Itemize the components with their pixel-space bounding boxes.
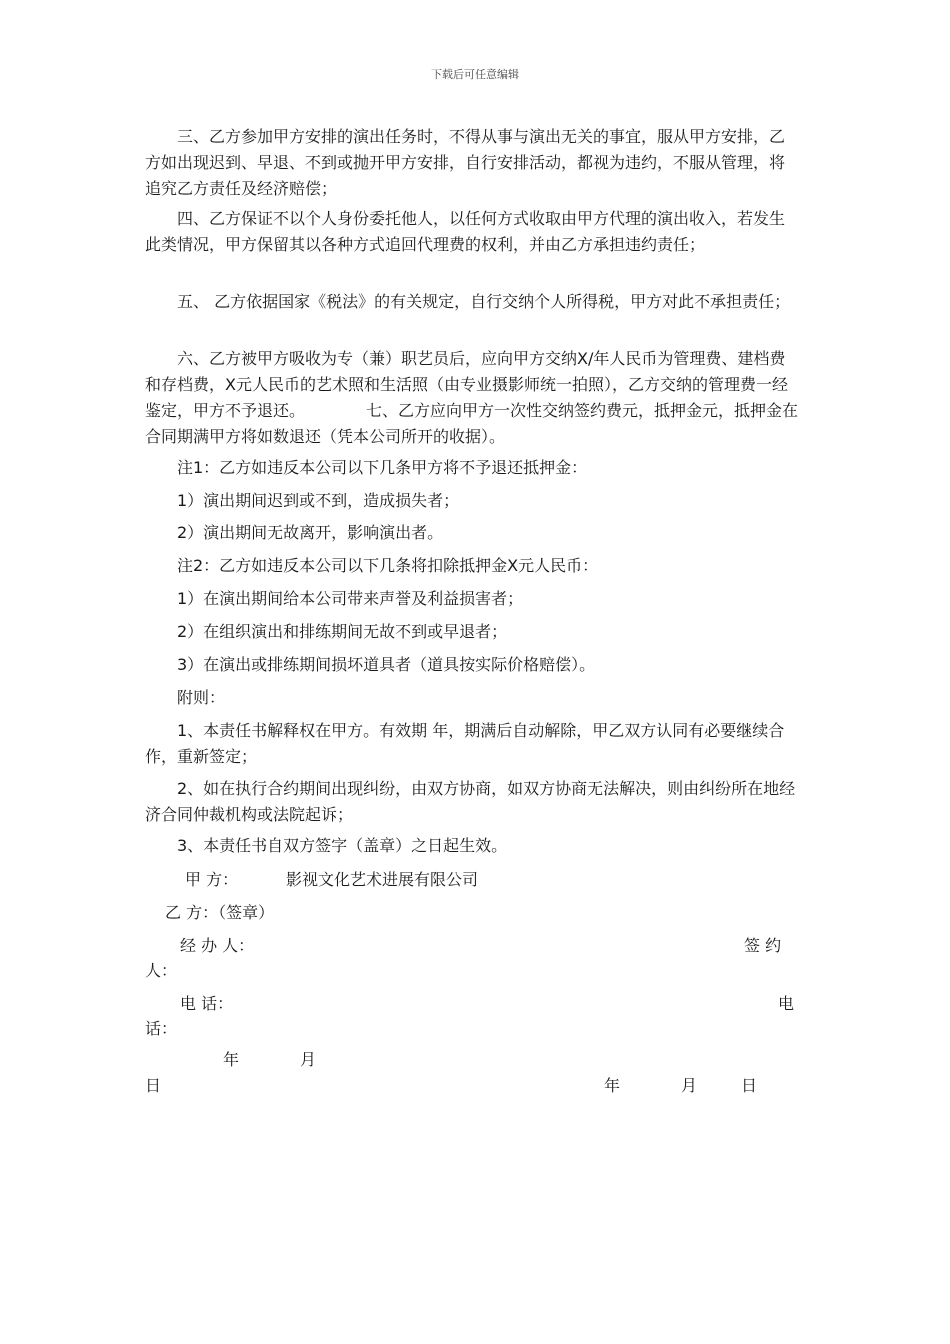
signer-label-part2: 人： <box>145 961 178 980</box>
phone-label-right-part1: 电 <box>778 994 795 1013</box>
appendix-item-1: 1、本责任书解释权在甲方。有效期 年，期满后自动解除，甲乙双方认同有必要继续合作，重新签定； <box>145 721 785 766</box>
clause-5: 五、 乙方依据国家《税法》的有关规定，自行交纳个人所得税，甲方对此不承担责任； <box>145 292 791 311</box>
signer-label-part1: 签 约 <box>744 936 782 955</box>
note-1: 注1：乙方如违反本公司以下几条甲方将不予退还抵押金： <box>145 458 588 477</box>
party-a-name: 影视文化艺术进展有限公司 <box>286 870 479 889</box>
phone-label-left: 电 话： <box>180 994 234 1013</box>
date-year-right: 年 <box>604 1076 621 1095</box>
appendix-item-3: 3、本责任书自双方签字（盖章）之日起生效。 <box>145 836 508 855</box>
appendix-item-2: 2、如在执行合约期间出现纠纷，由双方协商，如双方协商无法解决，则由纠纷所在地经济合同仲裁机构或法院起诉； <box>145 779 796 824</box>
note-1-item-1: 1）演出期间迟到或不到，造成损失者； <box>145 491 460 510</box>
note-2-item-1: 1）在演出期间给本公司带来声誉及利益损害者； <box>145 589 524 608</box>
clause-3: 三、乙方参加甲方安排的演出任务时，不得从事与演出无关的事宜，服从甲方安排，乙方如出现迟到、早退、不到或抛开甲方安排，自行安排活动，都视为违约，不服从管理，将追究乙方责任及经济赔偿； <box>145 127 786 198</box>
handler-label: 经 办 人： <box>180 936 255 955</box>
party-a-label: 甲 方： <box>185 870 239 889</box>
date-month-right: 月 <box>681 1076 698 1095</box>
clause-4: 四、乙方保证不以个人身份委托他人，以任何方式收取由甲方代理的演出收入，若发生此类情况，甲方保留其以各种方式追回代理费的权利，并由乙方承担违约责任； <box>145 209 786 254</box>
date-month-left: 月 <box>300 1050 317 1069</box>
note-1-item-2: 2）演出期间无故离开，影响演出者。 <box>145 523 444 542</box>
phone-label-right-part2: 话： <box>145 1019 178 1038</box>
note-2-item-2: 2）在组织演出和排练期间无故不到或早退者； <box>145 622 508 641</box>
date-day-right: 日 <box>741 1076 758 1095</box>
date-year-left: 年 <box>223 1050 240 1069</box>
appendix-heading: 附则： <box>145 688 226 707</box>
note-2: 注2：乙方如违反本公司以下几条将扣除抵押金X元人民币： <box>145 556 599 575</box>
party-b-label: 乙 方：（签章） <box>165 903 275 922</box>
note-2-item-3: 3）在演出或排练期间损坏道具者（道具按实际价格赔偿）。 <box>145 655 596 674</box>
page-header: 下载后可任意编辑 <box>431 68 519 81</box>
date-day-left: 日 <box>145 1076 162 1095</box>
clause-6-7: 六、乙方被甲方吸收为专（兼）职艺员后，应向甲方交纳X/年人民币为管理费、建档费和存档费，X元人民币的艺术照和生活照（由专业摄影师统一拍照），乙方交纳的管理费一经鉴定，甲方不予退还。 七、乙方应向甲方一次性交纳签约费元，抵押金元，抵押金在合同期满甲方将如数退还（凭本公司所开的收据）。 <box>145 349 799 446</box>
